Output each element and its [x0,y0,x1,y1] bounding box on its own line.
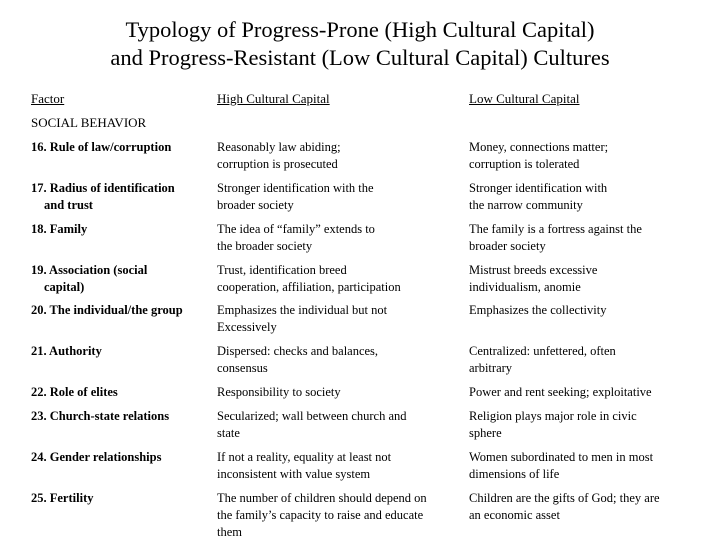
high-line: Emphasizes the individual but not [217,303,388,317]
factor-line: 21. Authority [31,344,102,358]
low-capital-cell [469,384,714,401]
high-line: Excessively [217,320,277,334]
high-line: the family’s capacity to raise and educate [217,508,424,522]
high-capital-cell [217,408,462,442]
high-capital-cell [217,180,462,214]
low-line: dimensions of life [469,467,560,481]
low-line: Stronger identification with [469,181,608,195]
low-capital-cell [469,262,714,296]
factor-line: 16. Rule of law/corruption [31,140,172,154]
low-line: broader society [469,239,546,253]
section-heading: SOCIAL BEHAVIOR [31,115,147,130]
title-line-2: and Progress-Resistant (Low Cultural Capital) Cultures [110,45,610,70]
low-line: Mistrust breeds excessive [469,263,598,277]
low-line: sphere [469,426,502,440]
high-line: inconsistent with value system [217,467,371,481]
high-capital-cell [217,262,462,296]
high-line: The number of children should depend on [217,491,427,505]
low-capital-cell [469,408,714,442]
factor-line: and trust [44,198,93,212]
low-line: the narrow community [469,198,583,212]
high-line: The idea of “family” extends to [217,222,375,236]
low-line: Religion plays major role in civic [469,409,637,423]
high-line: If not a reality, equality at least not [217,450,392,464]
factor-line: capital) [44,280,85,294]
low-capital-cell [469,302,714,319]
factor-line: 19. Association (social [31,263,148,277]
high-line: state [217,426,240,440]
low-capital-cell [469,221,714,255]
low-line: Power and rent seeking; exploitative [469,385,652,399]
high-line: consensus [217,361,268,375]
factor-cell [31,262,211,296]
factor-cell [31,302,211,319]
low-capital-cell [469,449,714,483]
factor-line: 22. Role of elites [31,385,118,399]
factor-line: 24. Gender relationships [31,450,162,464]
high-line: the broader society [217,239,313,253]
high-line: corruption is prosecuted [217,157,338,171]
factor-line: 20. The individual/the group [31,303,183,317]
high-line: Dispersed: checks and balances, [217,344,379,358]
low-line: individualism, anomie [469,280,581,294]
factor-cell [31,408,211,425]
factor-cell [31,343,211,360]
high-capital-cell [217,139,462,173]
header-factor: Factor [31,91,65,106]
low-capital-cell [469,180,714,214]
low-line: Emphasizes the collectivity [469,303,607,317]
factor-line: 18. Family [31,222,88,236]
high-capital-cell [217,384,462,401]
high-line: Responsibility to society [217,385,341,399]
low-line: The family is a fortress against the [469,222,642,236]
low-line: an economic asset [469,508,560,522]
low-capital-cell [469,490,714,524]
factor-line: 25. Fertility [31,491,94,505]
header-low-cultural-capital: Low Cultural Capital [469,91,580,106]
factor-cell [31,490,211,507]
low-line: arbitrary [469,361,513,375]
factor-cell [31,180,211,214]
high-line: them [217,525,242,539]
high-line: cooperation, affiliation, participation [217,280,401,294]
factor-cell [31,139,211,156]
low-line: corruption is tolerated [469,157,580,171]
low-capital-cell [469,139,714,173]
factor-line: 17. Radius of identification [31,181,175,195]
factor-cell [31,221,211,238]
low-line: Centralized: unfettered, often [469,344,616,358]
high-capital-cell [217,490,462,541]
low-capital-cell [469,343,714,377]
header-high-cultural-capital: High Cultural Capital [217,91,330,106]
high-line: Reasonably law abiding; [217,140,341,154]
high-capital-cell [217,449,462,483]
high-capital-cell [217,302,462,336]
high-line: broader society [217,198,294,212]
factor-line: 23. Church-state relations [31,409,170,423]
page-title [0,16,720,72]
high-capital-cell [217,343,462,377]
high-line: Secularized; wall between church and [217,409,407,423]
factor-cell [31,384,211,401]
low-line: Women subordinated to men in most [469,450,654,464]
title-line-1: Typology of Progress-Prone (High Cultural Capital) [125,17,595,42]
factor-cell [31,449,211,466]
low-line: Children are the gifts of God; they are [469,491,660,505]
high-line: Stronger identification with the [217,181,374,195]
high-line: Trust, identification breed [217,263,347,277]
high-capital-cell [217,221,462,255]
low-line: Money, connections matter; [469,140,609,154]
